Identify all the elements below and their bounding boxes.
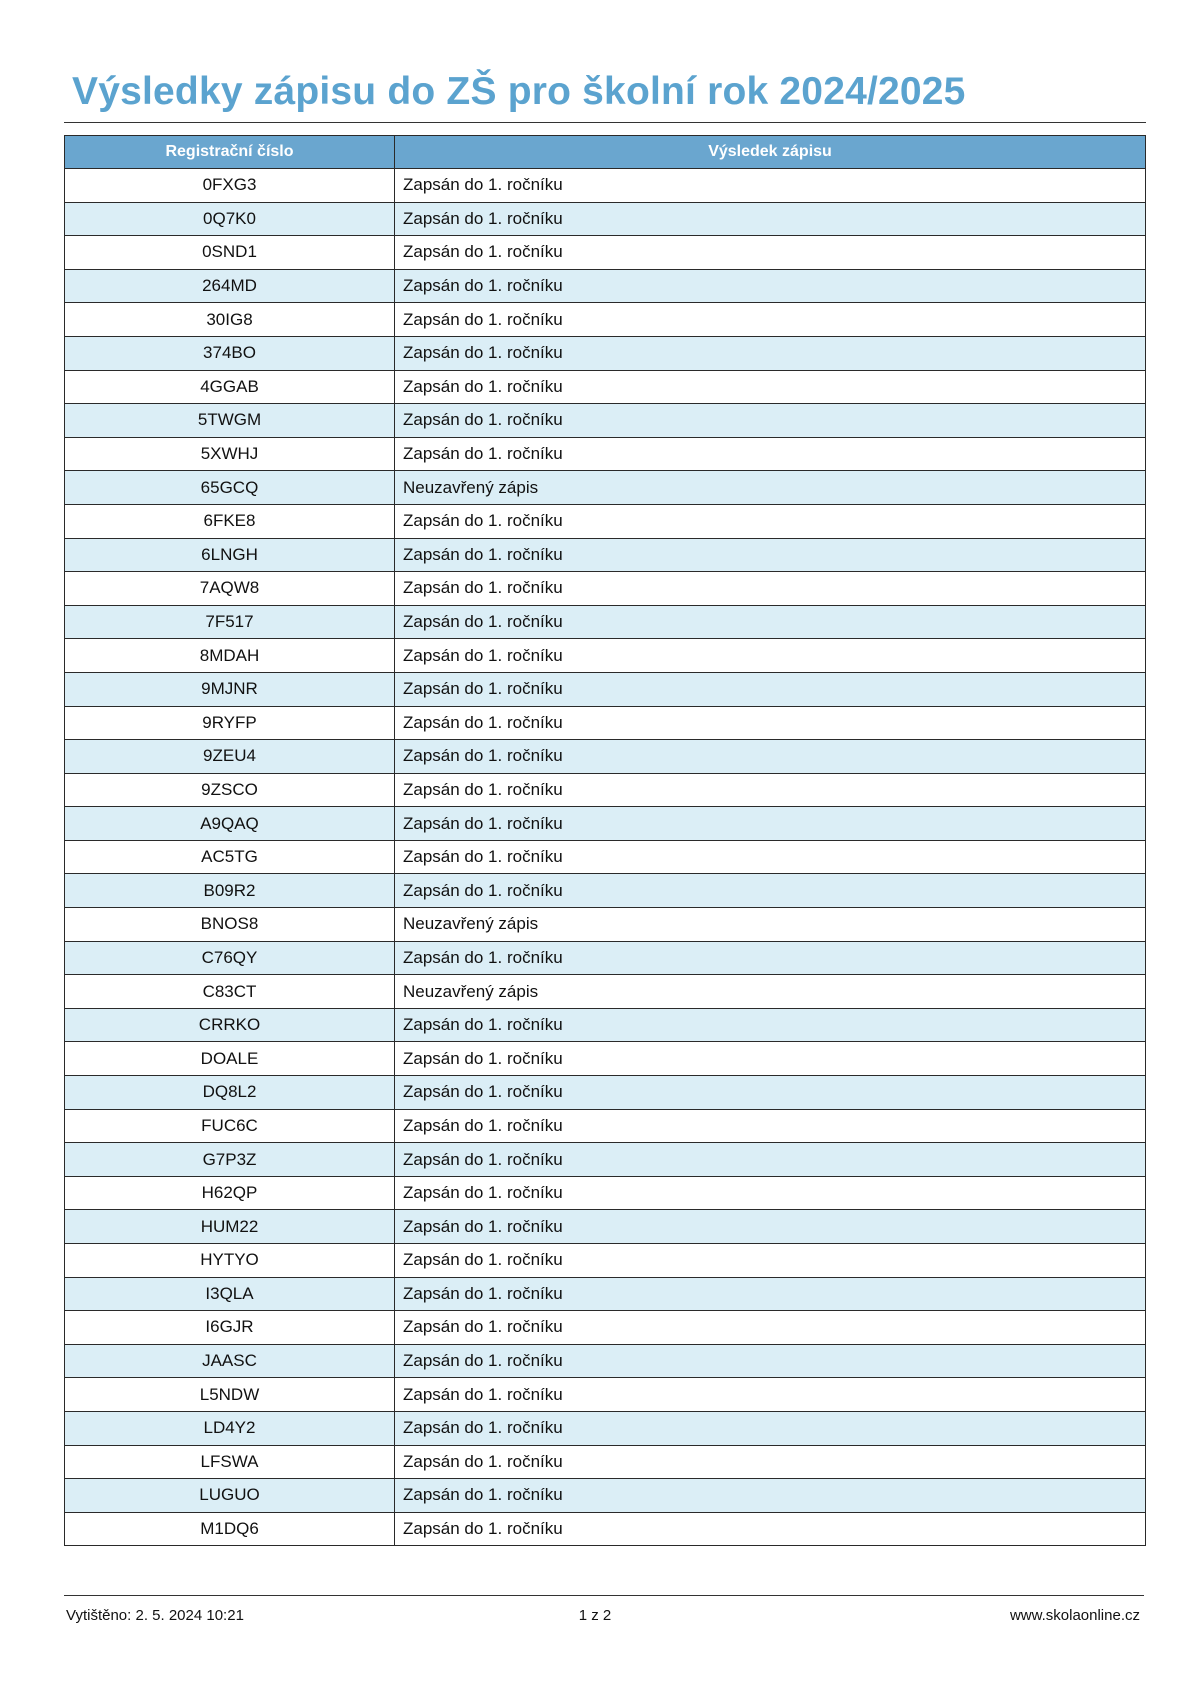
table-row [65,1411,1146,1445]
registration-number-cell: 6FKE8 [65,504,395,538]
header-row [65,136,1146,169]
registration-number-cell: 7AQW8 [65,572,395,606]
table-row [65,773,1146,807]
result-cell: Zapsán do 1. ročníku [395,706,1146,740]
registration-number-cell: 9ZEU4 [65,740,395,774]
table-row [65,1042,1146,1076]
table-row [65,975,1146,1009]
result-cell: Zapsán do 1. ročníku [395,1445,1146,1479]
table-row [65,840,1146,874]
result-cell: Zapsán do 1. ročníku [395,1076,1146,1110]
result-cell: Zapsán do 1. ročníku [395,336,1146,370]
table-row [65,908,1146,942]
table-row [65,202,1146,236]
registration-number-cell: G7P3Z [65,1143,395,1177]
registration-number-cell: LUGUO [65,1479,395,1513]
column-header-registration-number: Registrační číslo [65,136,395,169]
registration-number-cell: FUC6C [65,1109,395,1143]
result-cell: Zapsán do 1. ročníku [395,1411,1146,1445]
table-row [65,1344,1146,1378]
registration-number-cell: 30IG8 [65,303,395,337]
registration-number-cell: 0SND1 [65,236,395,270]
result-cell: Zapsán do 1. ročníku [395,1479,1146,1513]
table-row [65,1277,1146,1311]
result-cell: Zapsán do 1. ročníku [395,572,1146,606]
result-cell: Zapsán do 1. ročníku [395,1109,1146,1143]
registration-number-cell: CRRKO [65,1008,395,1042]
table-row [65,1445,1146,1479]
result-cell: Zapsán do 1. ročníku [395,807,1146,841]
registration-number-cell: H62QP [65,1176,395,1210]
result-cell: Zapsán do 1. ročníku [395,404,1146,438]
table-row [65,605,1146,639]
table-row [65,404,1146,438]
table-row [65,1008,1146,1042]
registration-number-cell: C83CT [65,975,395,1009]
registration-number-cell: 9RYFP [65,706,395,740]
table-row [65,1076,1146,1110]
result-cell: Zapsán do 1. ročníku [395,1512,1146,1546]
result-cell: Zapsán do 1. ročníku [395,437,1146,471]
registration-number-cell: 7F517 [65,605,395,639]
table-row [65,1378,1146,1412]
table-row [65,1311,1146,1345]
table-row [65,706,1146,740]
table-row [65,807,1146,841]
registration-number-cell: I3QLA [65,1277,395,1311]
result-cell: Zapsán do 1. ročníku [395,1008,1146,1042]
result-cell: Zapsán do 1. ročníku [395,370,1146,404]
registration-number-cell: 0Q7K0 [65,202,395,236]
result-cell: Zapsán do 1. ročníku [395,269,1146,303]
result-cell: Zapsán do 1. ročníku [395,605,1146,639]
table-row [65,874,1146,908]
registration-number-cell: JAASC [65,1344,395,1378]
result-cell: Zapsán do 1. ročníku [395,504,1146,538]
registration-number-cell: DQ8L2 [65,1076,395,1110]
registration-number-cell: 5XWHJ [65,437,395,471]
table-row [65,370,1146,404]
registration-number-cell: I6GJR [65,1311,395,1345]
website-url: www.skolaonline.cz [1009,1607,1140,1624]
result-cell: Zapsán do 1. ročníku [395,1277,1146,1311]
table-row [65,303,1146,337]
result-cell: Neuzavřený zápis [395,908,1146,942]
result-cell: Zapsán do 1. ročníku [395,840,1146,874]
table-row [65,504,1146,538]
table-row [65,236,1146,270]
table-row [65,1244,1146,1278]
result-cell: Zapsán do 1. ročníku [395,1143,1146,1177]
table-row [65,572,1146,606]
result-cell: Zapsán do 1. ročníku [395,538,1146,572]
table-row [65,336,1146,370]
registration-number-cell: 374BO [65,336,395,370]
registration-number-cell: M1DQ6 [65,1512,395,1546]
registration-number-cell: C76QY [65,941,395,975]
table-row [65,269,1146,303]
result-cell: Zapsán do 1. ročníku [395,169,1146,203]
registration-number-cell: 9MJNR [65,672,395,706]
result-cell: Zapsán do 1. ročníku [395,773,1146,807]
table-row [65,1479,1146,1513]
result-cell: Zapsán do 1. ročníku [395,672,1146,706]
registration-number-cell: 264MD [65,269,395,303]
registration-number-cell: 65GCQ [65,471,395,505]
registration-number-cell: 4GGAB [65,370,395,404]
table-row [65,740,1146,774]
result-cell: Zapsán do 1. ročníku [395,202,1146,236]
table-row [65,1109,1146,1143]
column-header-result: Výsledek zápisu [395,136,1146,169]
registration-number-cell: HUM22 [65,1210,395,1244]
result-cell: Zapsán do 1. ročníku [395,1210,1146,1244]
result-cell: Zapsán do 1. ročníku [395,941,1146,975]
result-cell: Zapsán do 1. ročníku [395,740,1146,774]
result-cell: Zapsán do 1. ročníku [395,1311,1146,1345]
registration-number-cell: B09R2 [65,874,395,908]
registration-number-cell: LFSWA [65,1445,395,1479]
registration-number-cell: HYTYO [65,1244,395,1278]
registration-number-cell: 0FXG3 [65,169,395,203]
registration-number-cell: LD4Y2 [65,1411,395,1445]
result-cell: Zapsán do 1. ročníku [395,303,1146,337]
printed-timestamp: Vytištěno: 2. 5. 2024 10:21 [66,1607,244,1624]
table-row [65,1512,1146,1546]
registration-number-cell: 6LNGH [65,538,395,572]
table-row [65,1176,1146,1210]
table-body [65,169,1146,1546]
result-cell: Zapsán do 1. ročníku [395,639,1146,673]
registration-number-cell: A9QAQ [65,807,395,841]
table-row [65,639,1146,673]
table-row [65,538,1146,572]
table-row [65,437,1146,471]
result-cell: Neuzavřený zápis [395,471,1146,505]
registration-number-cell: DOALE [65,1042,395,1076]
table-row [65,941,1146,975]
registration-number-cell: 5TWGM [65,404,395,438]
registration-number-cell: AC5TG [65,840,395,874]
table-row [65,672,1146,706]
result-cell: Zapsán do 1. ročníku [395,1378,1146,1412]
result-cell: Zapsán do 1. ročníku [395,1244,1146,1278]
result-cell: Neuzavřený zápis [395,975,1146,1009]
table-row [65,1210,1146,1244]
result-cell: Zapsán do 1. ročníku [395,236,1146,270]
table-row [65,169,1146,203]
result-cell: Zapsán do 1. ročníku [395,1344,1146,1378]
result-cell: Zapsán do 1. ročníku [395,1176,1146,1210]
footer-divider [64,1595,1144,1596]
page-number: 1 z 2 [578,1607,612,1624]
title-divider [64,122,1146,123]
registration-number-cell: L5NDW [65,1378,395,1412]
registration-number-cell: 8MDAH [65,639,395,673]
table-header [65,136,1146,169]
table-row [65,471,1146,505]
registration-number-cell: BNOS8 [65,908,395,942]
page-title: Výsledky zápisu do ZŠ pro školní rok 2024/2025 [72,70,966,113]
result-cell: Zapsán do 1. ročníku [395,1042,1146,1076]
result-cell: Zapsán do 1. ročníku [395,874,1146,908]
registration-number-cell: 9ZSCO [65,773,395,807]
table-row [65,1143,1146,1177]
results-table [64,135,1146,1546]
